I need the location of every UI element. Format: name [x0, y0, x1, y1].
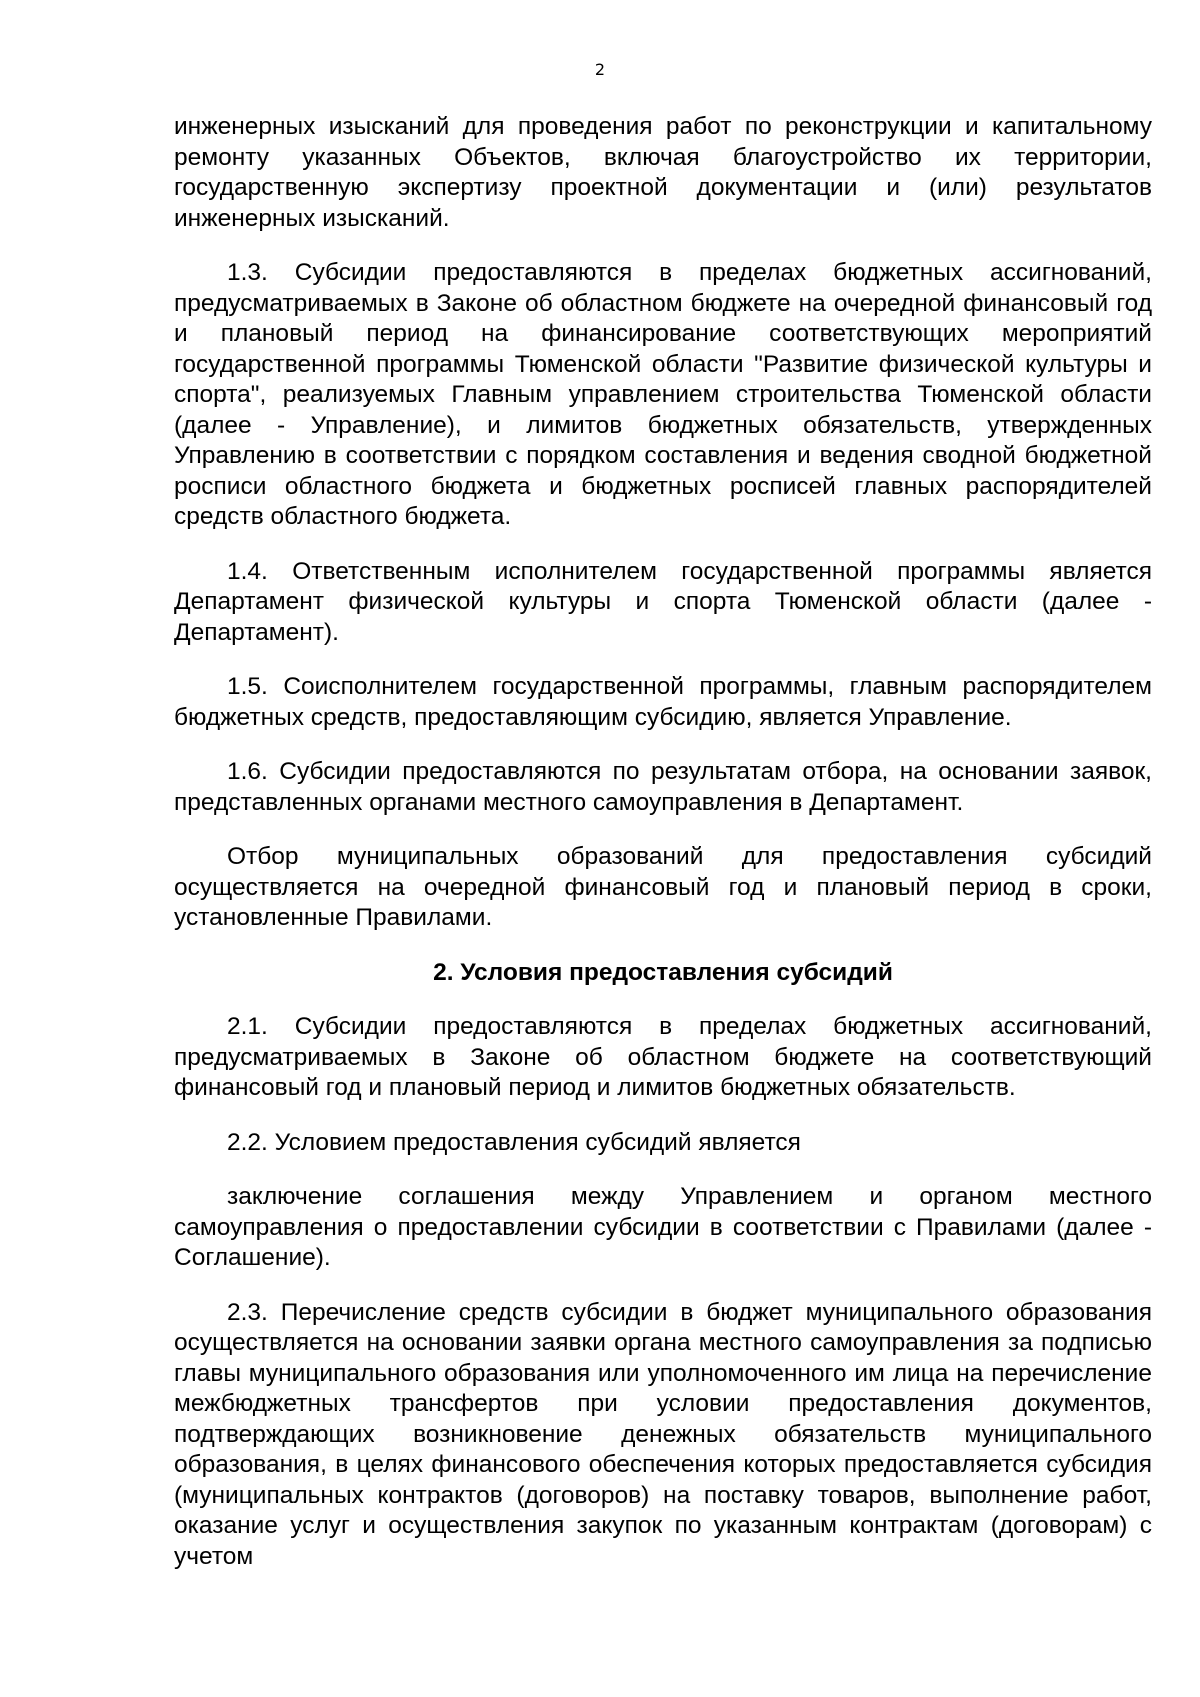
paragraph-intro-continuation: инженерных изысканий для проведения работ по реконструкции и капитальному ремонту указанных Объектов, включая благоустройство их территории, государственную экспертизу проектной документации и (или) результатов инженерных изысканий. — [174, 113, 1152, 232]
paragraph-2-1: 2.1. Субсидии предоставляются в пределах бюджетных ассигнований, предусматриваемых в Законе об областном бюджете на соответствующий финансовый год и плановый период и лимитов бюджетных обязательств. — [174, 1013, 1152, 1101]
paragraph-agreement: заключение соглашения между Управлением и органом местного самоуправления о предоставлении субсидии в соответствии с Правилами (далее - Соглашение). — [174, 1183, 1152, 1271]
paragraph-2-2: 2.2. Условием предоставления субсидий является — [227, 1128, 801, 1156]
document-body — [174, 112, 1152, 1596]
paragraph-1-5: 1.5. Соисполнителем государственной программы, главным распорядителем бюджетных средств, предоставляющим субсидию, является Управление. — [174, 673, 1152, 731]
paragraph-1-6: 1.6. Субсидии предоставляются по результатам отбора, на основании заявок, представленных органами местного самоуправления в Департамент. — [174, 758, 1152, 816]
paragraph-1-3: 1.3. Субсидии предоставляются в пределах бюджетных ассигнований, предусматриваемых в Законе об областном бюджете на очередной финансовый год и плановый период на финансирование соответствующих мероприятий государственной программы Тюменской области "Развитие физической культуры и спорта", реализуемых Главным управлением строительства Тюменской области (далее - Управление), и лимитов бюджетных обязательств, утвержденных Управлению в соответствии с порядком составления и ведения сводной бюджетной росписи областного бюджета и бюджетных росписей главных распорядителей средств областного бюджета. — [174, 259, 1152, 530]
paragraph-1-4: 1.4. Ответственным исполнителем государственной программы является Департамент физической культуры и спорта Тюменской области (далее - Департамент). — [174, 557, 1152, 646]
paragraph-selection: Отбор муниципальных образований для предоставления субсидий осуществляется на очередной финансовый год и плановый период в сроки, установленные Правилами. — [174, 843, 1152, 931]
page-number: 2 — [594, 60, 606, 79]
section-2-title: 2. Условия предоставления субсидий — [433, 958, 893, 986]
paragraph-2-3: 2.3. Перечисление средств субсидии в бюджет муниципального образования осуществляется на основании заявки органа местного самоуправления за подписью главы муниципального образования или уполномоченного им лица на перечисление межбюджетных трансфертов при условии предоставления документов, подтверждающих возникновение денежных обязательств муниципального образования, в целях финансового обеспечения которых предоставляется субсидия (муниципальных контрактов (договоров) на поставку товаров, выполнение работ, оказание услуг и осуществления закупок по указанным контрактам (договорам) с учетом — [174, 1298, 1152, 1570]
